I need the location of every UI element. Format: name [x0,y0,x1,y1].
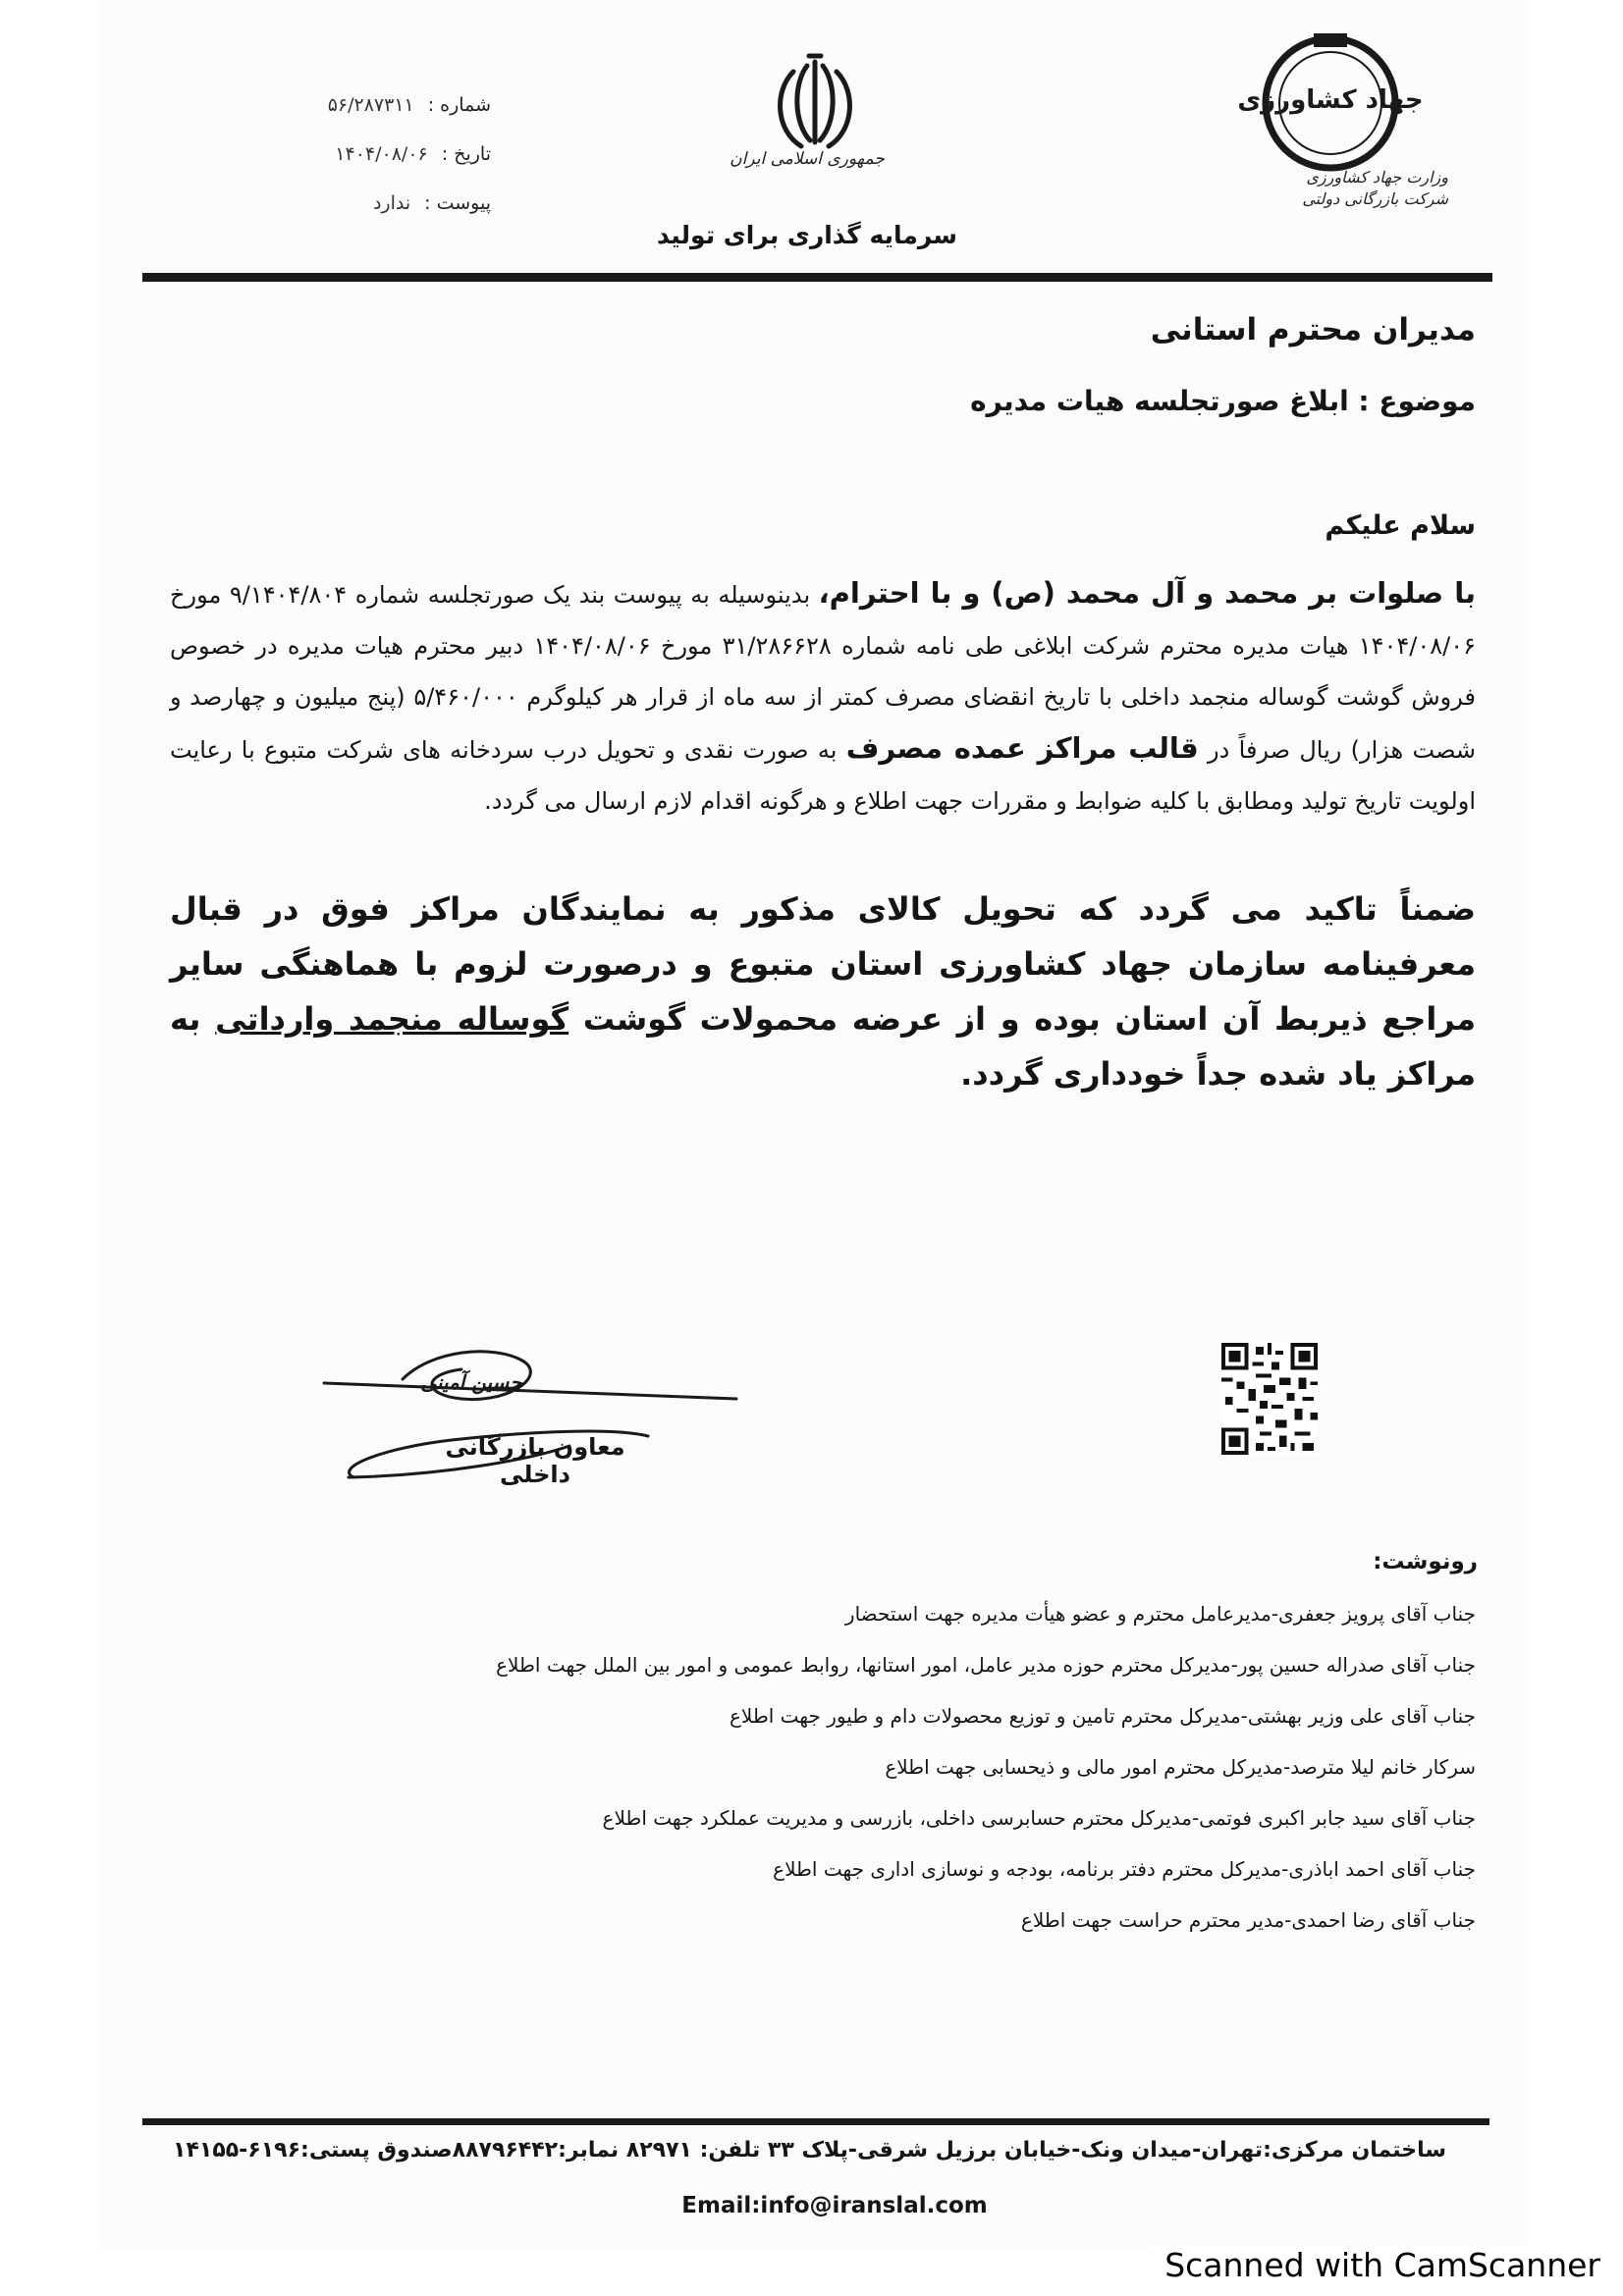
subject-line: موضوع : ابلاغ صورتجلسه هیات مدیره [970,385,1476,417]
salawat-phrase: با صلوات بر محمد و آل محمد (ص) و با احترام، [818,576,1476,610]
cc-item: جناب آقای رضا احمدی-مدیر محترم حراست جهت اطلاع [1020,1908,1476,1932]
addressee: مدیران محترم استانی [1150,312,1476,347]
meta-attachment-row [265,175,491,232]
cc-item: جناب آقای احمد اباذری-مدیرکل محترم دفتر برنامه، بودجه و نوسازی اداری جهت اطلاع [773,1857,1476,1881]
meta-attachment-value: ندارد [372,192,411,214]
emphasis-text-part-2: به مراکز یاد شده جداً خودداری گردد. [170,1000,1476,1093]
jahad-subtitle-line-1: وزارت جهاد کشاورزی [1306,168,1448,187]
body-text-part-2: به صورت نقدی و تحویل درب سردخانه های شرکت متبوع با رعایت اولویت تاریخ تولید ومطابق با کلیه ضوابط و مقررات جهت اطلاع و هرگونه اقدام لازم ارسال می گردد. [170,736,1476,815]
cc-title: رونوشت: [1373,1549,1478,1575]
qr-code-icon [1220,1343,1319,1455]
meta-attachment-label: پیوست : [424,192,491,214]
signature-name: حسین آمینی [420,1370,522,1394]
meta-number-label: شماره : [427,94,491,116]
emphasis-paragraph [170,881,1476,1101]
signatory-title: معاون بازرگانی داخلی [445,1433,625,1488]
cc-item: جناب آقای علی وزیر بهشتی-مدیرکل محترم تامین و توزیع محصولات دام و طیور جهت اطلاع [729,1704,1476,1728]
body-text-part-1: بدینوسیله به پیوست بند یک صورتجلسه شماره ۹/۱۴۰۴/۸۰۴ مورخ ۱۴۰۴/۰۸/۰۶ هیات مدیره محترم شرکت ابلاغی طی نامه شماره ۳۱/۲۸۶۶۲۸ مورخ ۱۴۰۴/۰۸/۰۶ دبیر محترم هیات مدیره در خصوص فروش گوشت گوساله منجمد داخلی با تاریخ انقضای مصرف کمتر از سه ماه از قرار هر کیلوگرم ۵/۴۶۰/۰۰۰ (پنج میلیون و چهارصد و شصت هزار) ریال صرفاً در [170,581,1477,764]
jahad-subtitle [1222,167,1448,210]
emblem-caption: جمهوری اسلامی ایران [730,149,885,169]
cc-item: جناب آقای صدراله حسین پور-مدیرکل محترم حوزه مدیر عامل، امور استانها، روابط عمومی و امور بین الملل جهت اطلاع [496,1653,1476,1677]
org-title: سرمایه گذاری برای تولید [656,221,958,249]
emphasis-underlined: گوساله منجمد وارداتی [215,1000,569,1038]
emphasis-text-part-1: ضمناً تاکید می گردد که تحویل کالای مذکور به نمایندگان مراکز فوق در قبال معرفینامه سازمان جهاد کشاورزی استان متبوع و درصورت لزوم با هماهنگی سایر مراجع ذیربط آن استان بوده و از عرضه محمولات گوشت [170,890,1477,1038]
footer-email: Email:info@iranslal.com [681,2193,988,2218]
cc-item: جناب آقای سید جابر اکبری فوتمی-مدیرکل محترم حسابرسی داخلی، بازرسی و مدیریت عملکرد جهت اطلاع [602,1806,1476,1830]
header-divider [142,273,1492,282]
bulk-centers-phrase: قالب مراکز عمده مصرف [845,731,1199,765]
meta-date-value: ۱۴۰۴/۰۸/۰۶ [335,143,428,165]
body-paragraph [170,567,1476,827]
jahad-subtitle-line-2: شرکت بازرگانی دولتی [1302,189,1448,208]
cc-item: سرکار خانم لیلا مترصد-مدیرکل محترم امور مالی و ذیحسابی جهت اطلاع [885,1755,1476,1779]
footer-divider [142,2118,1489,2125]
cc-item: جناب آقای پرویز جعفری-مدیرعامل محترم و عضو هیأت مدیره جهت استحضار [844,1602,1476,1626]
letter-meta [265,77,491,232]
jahad-logo-text: جهاد کشاورزی [1237,85,1424,115]
meta-date-label: تاریخ : [441,143,491,165]
meta-number-value: ۵۶/۲۸۷۳۱۱ [327,94,414,116]
footer-address: ساختمان مرکزی:تهران-میدان ونک-خیابان برزیل شرقی-پلاک ۳۳ تلفن: ۸۲۹۷۱ نمابر:۸۸۷۹۶۴۴۲صندوق پستی:۶۱۹۶-۱۴۱۵۵ [173,2138,1446,2163]
camscanner-watermark: Scanned with CamScanner [1149,2246,1600,2284]
greeting: سلام علیکم [1325,510,1476,541]
jahad-keshavarzi-logo-icon [1237,29,1424,177]
cc-list [396,1588,1476,1946]
